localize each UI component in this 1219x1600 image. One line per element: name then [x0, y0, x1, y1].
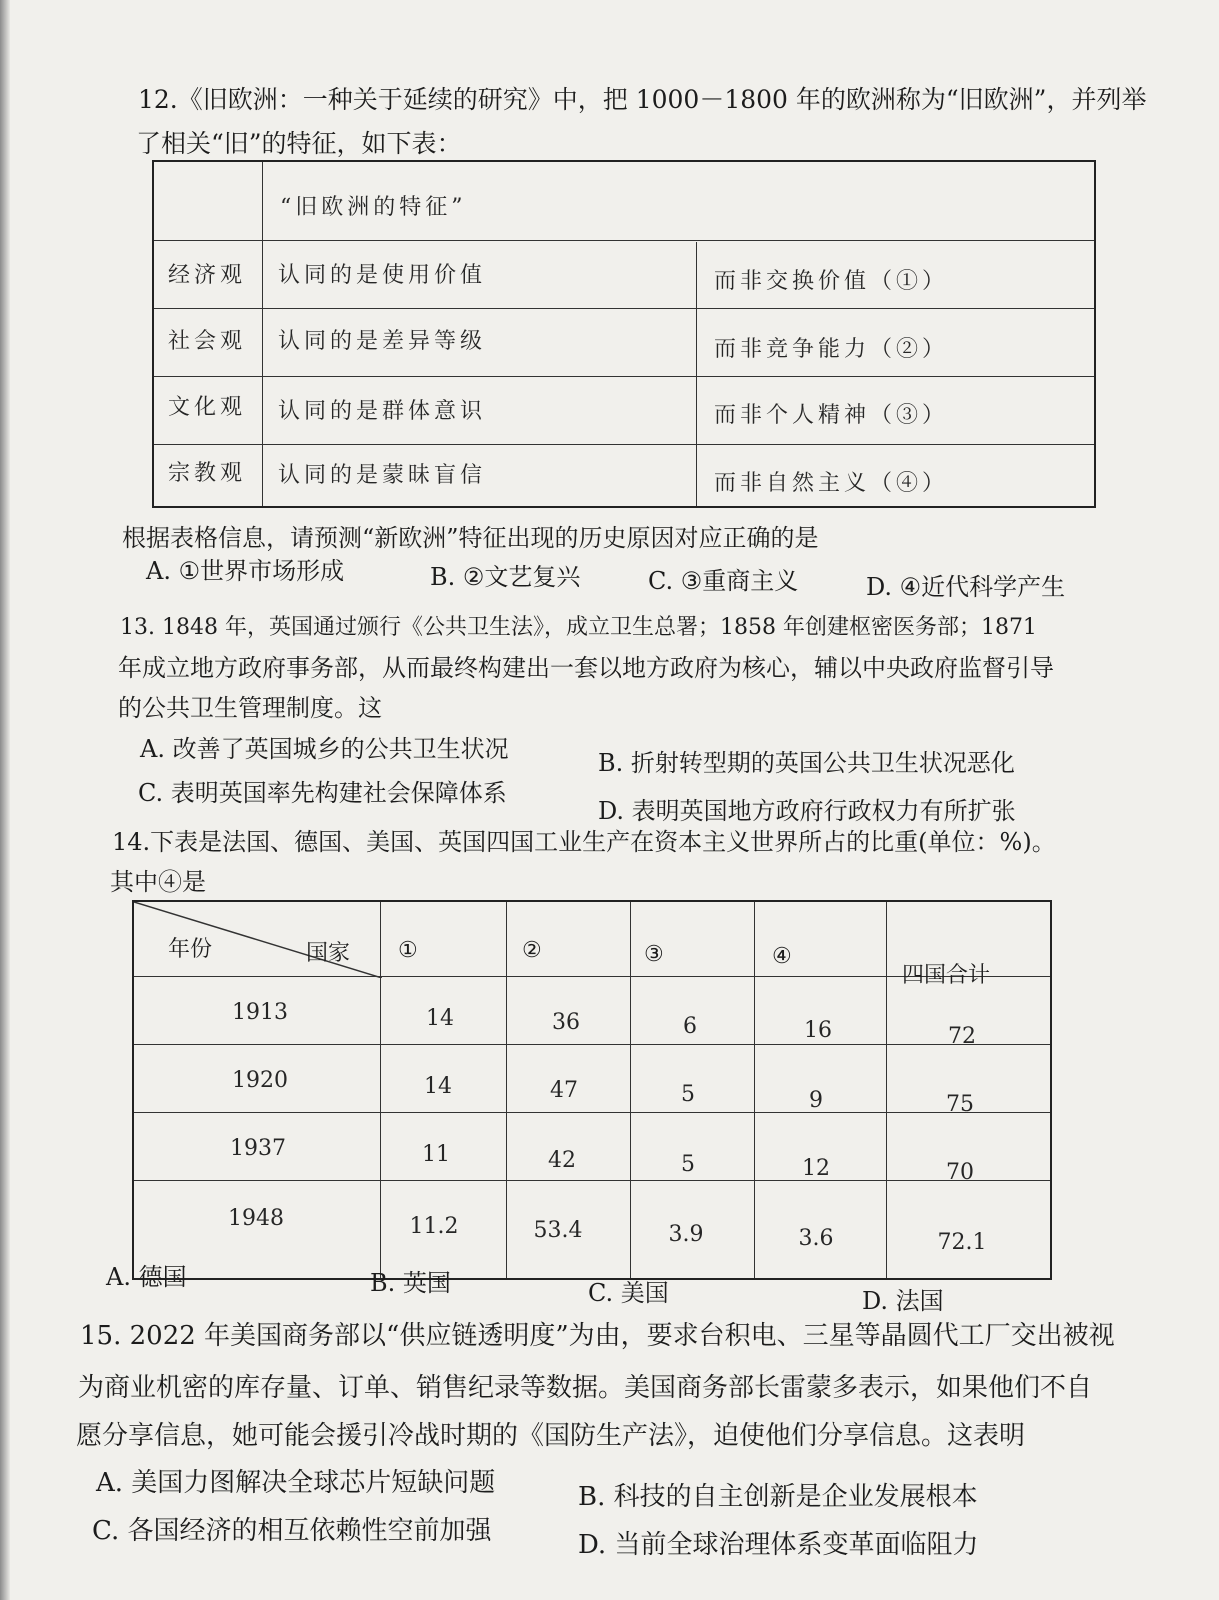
column-header: ②: [522, 938, 542, 963]
year-cell: 1948: [228, 1206, 284, 1231]
value-cell: 3.6: [798, 1226, 834, 1251]
q14-option-b[interactable]: B. 英国: [370, 1269, 451, 1297]
value-cell: 72.1: [937, 1230, 987, 1255]
old-europe-table: [152, 160, 1096, 508]
year-cell: 1937: [230, 1136, 286, 1161]
q12-option-b[interactable]: B. ②文艺复兴: [430, 563, 581, 591]
corner-year-label: 年份: [168, 937, 213, 962]
q14-option-c[interactable]: C. 美国: [588, 1279, 669, 1307]
q14-line-2: 其中④是: [110, 868, 206, 896]
q13-line-2: 年成立地方政府事务部，从而最终构建出一套以地方政府为核心，辅以中央政府监督引导: [118, 654, 1054, 682]
q15-option-d[interactable]: D. 当前全球治理体系变革面临阻力: [578, 1530, 979, 1560]
value-cell: 42: [548, 1148, 576, 1173]
row-old-trait: 认同的是差异等级: [278, 329, 487, 354]
column-header: 四国合计: [902, 963, 991, 988]
q13-option-b[interactable]: B. 折射转型期的英国公共卫生状况恶化: [598, 749, 1015, 777]
value-cell: 6: [683, 1014, 697, 1039]
value-cell: 11: [422, 1142, 450, 1167]
row-category: 宗教观: [168, 461, 247, 486]
q12-option-d[interactable]: D. ④近代科学产生: [866, 573, 1066, 601]
q15-line-1: 15. 2022 年美国商务部以“供应链透明度”为由，要求台积电、三星等晶圆代工厂交出被视: [80, 1321, 1115, 1351]
value-cell: 14: [424, 1074, 452, 1099]
value-cell: 14: [426, 1006, 454, 1031]
page-edge-shadow: [0, 0, 10, 1600]
industrial-share-table: [132, 900, 1052, 1280]
value-cell: 75: [946, 1092, 974, 1117]
row-old-trait: 认同的是蒙昧盲信: [278, 463, 487, 488]
q12-option-a[interactable]: A. ①世界市场形成: [146, 557, 345, 585]
row-old-trait: 认同的是群体意识: [278, 399, 487, 424]
row-category: 社会观: [168, 329, 247, 354]
value-cell: 47: [550, 1078, 578, 1103]
value-cell: 9: [809, 1088, 823, 1113]
row-new-trait: 而非竞争能力（②）: [714, 337, 949, 362]
q15-option-b[interactable]: B. 科技的自主创新是企业发展根本: [578, 1482, 978, 1512]
q14-option-d[interactable]: D. 法国: [862, 1287, 944, 1315]
year-cell: 1913: [232, 1000, 288, 1025]
q12-stem: 根据表格信息，请预测“新欧洲”特征出现的历史原因对应正确的是: [122, 524, 819, 552]
row-new-trait: 而非交换价值（①）: [714, 269, 949, 294]
column-header: ④: [772, 944, 792, 969]
value-cell: 11.2: [409, 1214, 459, 1239]
year-cell: 1920: [232, 1068, 288, 1093]
value-cell: 53.4: [533, 1218, 583, 1243]
q12-option-c[interactable]: C. ③重商主义: [648, 567, 799, 595]
value-cell: 5: [681, 1082, 695, 1107]
corner-country-label: 国家: [306, 941, 351, 966]
q13-option-a[interactable]: A. 改善了英国城乡的公共卫生状况: [140, 735, 509, 763]
row-category: 经济观: [168, 263, 247, 288]
column-header: ③: [644, 942, 664, 967]
q13-option-c[interactable]: C. 表明英国率先构建社会保障体系: [138, 779, 507, 807]
value-cell: 12: [802, 1156, 830, 1181]
q13-line-1: 13. 1848 年，英国通过颁行《公共卫生法》，成立卫生总署；1858 年创建枢密医务部；1871: [120, 615, 1037, 640]
q15-option-a[interactable]: A. 美国力图解决全球芯片短缺问题: [96, 1468, 496, 1498]
value-cell: 5: [681, 1152, 695, 1177]
q15-line-3: 愿分享信息，她可能会援引冷战时期的《国防生产法》，迫使他们分享信息。这表明: [76, 1421, 1026, 1451]
row-new-trait: 而非自然主义（④）: [714, 471, 949, 496]
table-header: “旧欧洲的特征”: [280, 195, 467, 220]
q12-line-2: 了相关“旧”的特征，如下表：: [136, 129, 462, 158]
value-cell: 16: [804, 1018, 832, 1043]
value-cell: 72: [948, 1024, 976, 1049]
q14-option-a[interactable]: A. 德国: [106, 1263, 187, 1291]
q13-line-3: 的公共卫生管理制度。这: [118, 694, 382, 722]
q14-line-1: 14.下表是法国、德国、美国、英国四国工业生产在资本主义世界所占的比重(单位：%)。: [112, 828, 1056, 856]
q13-option-d[interactable]: D. 表明英国地方政府行政权力有所扩张: [598, 797, 1016, 825]
column-header: ①: [398, 938, 418, 963]
value-cell: 36: [552, 1010, 580, 1035]
q15-option-c[interactable]: C. 各国经济的相互依赖性空前加强: [92, 1516, 492, 1546]
q12-line-1: 12.《旧欧洲：一种关于延续的研究》中，把 1000－1800 年的欧洲称为“旧欧洲”，并列举: [138, 85, 1147, 114]
value-cell: 70: [946, 1160, 974, 1185]
value-cell: 3.9: [668, 1222, 704, 1247]
row-category: 文化观: [168, 395, 247, 420]
row-new-trait: 而非个人精神（③）: [714, 403, 949, 428]
row-old-trait: 认同的是使用价值: [278, 263, 487, 288]
q15-line-2: 为商业机密的库存量、订单、销售纪录等数据。美国商务部长雷蒙多表示，如果他们不自: [78, 1373, 1093, 1403]
